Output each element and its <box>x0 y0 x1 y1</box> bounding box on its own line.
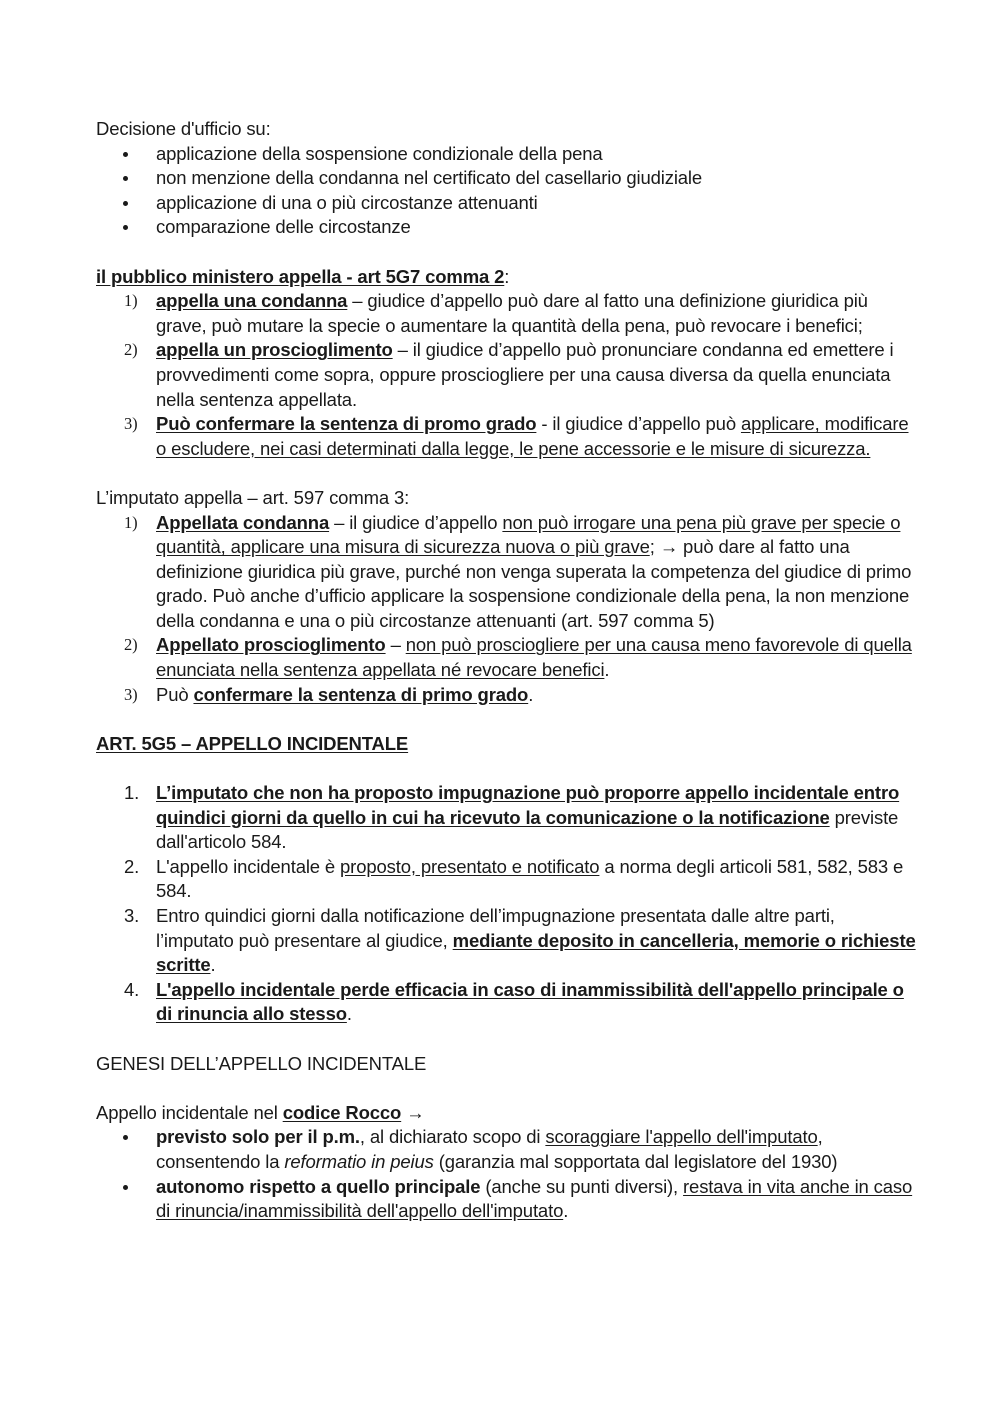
list-marker: 2) <box>124 635 138 655</box>
s3-heading: L’imputato appella – art. 597 comma 3: <box>96 486 410 508</box>
bullet-icon <box>123 1185 128 1190</box>
body-text: – il giudice d’appello può pronunciare condanna ed emettere i provvedimenti come sopra, oppure prosciogliere per una causa diversa da quella enunciata nella sentenza appellata. <box>156 339 894 410</box>
list-marker: 3) <box>124 414 138 434</box>
list-item-text: applicazione di una o più circostanze attenuanti <box>156 191 538 213</box>
underlined-text: restava in vita anche in caso di rinuncia/inammissibilità dell'appello dell'imputato <box>156 1175 913 1222</box>
body-text: . <box>563 1200 569 1222</box>
body-text: , al dichiarato scopo di <box>359 1126 546 1148</box>
list-item <box>96 1175 916 1224</box>
body-text: Entro quindici giorni dalla notificazione dell’impugnazione presentata dalle altre parti, l’imputato può presentare al giudice, <box>156 905 835 951</box>
bold-text: appella un proscioglimento <box>156 339 393 361</box>
s5-heading: GENESI DELL’APPELLO INCIDENTALE <box>96 1052 427 1074</box>
body-text: a norma degli articoli 581, 582, 583 e 584. <box>156 855 904 902</box>
arrow-icon: → <box>401 1101 425 1123</box>
s5-intro <box>96 1101 916 1126</box>
list-marker: 1) <box>124 291 138 311</box>
underlined-text: applicare, modificare o escludere, nei casi determinati dalla legge, le pene accessorie e le misure di sicurezza. <box>156 413 909 459</box>
document-page <box>96 117 916 1224</box>
italic-text: reformatio in peius <box>284 1150 434 1172</box>
s4-heading <box>96 732 916 757</box>
body-text: (garanzia mal sopportata dal legislatore del 1930) <box>433 1150 838 1172</box>
heading-text: ART. 5G5 – APPELLO INCIDENTALE <box>96 732 409 754</box>
body-text: (anche su punti diversi), <box>480 1175 684 1197</box>
body-text: . <box>210 954 216 976</box>
bold-text: L’imputato che non ha proposto impugnazione può proporre appello incidentale entro quindici giorni da quello in cui ha ricevuto la comunicazione o la notificazione <box>156 782 900 828</box>
s5-bullet-list <box>96 1125 916 1223</box>
bold-text: previsto solo per il p.m. <box>156 1126 360 1148</box>
bold-text: Appellato proscioglimento <box>156 634 386 656</box>
underlined-text: scoraggiare l'appello dell'imputato <box>545 1126 818 1148</box>
list-item <box>96 412 916 461</box>
list-item <box>96 215 916 240</box>
underlined-text: non può irrogare una pena più grave per specie o quantità, applicare una misura di sicurezza nuova o più grave <box>156 511 901 558</box>
bullet-icon <box>123 201 128 206</box>
bullet-icon <box>123 152 128 157</box>
bullet-icon <box>123 176 128 181</box>
body-text: . <box>346 1003 352 1025</box>
list-marker: 1) <box>124 512 138 532</box>
list-marker: 3) <box>124 684 138 704</box>
list-item-text: non menzione della condanna nel certificato del casellario giudiziale <box>156 167 703 189</box>
body-text: – il giudice d’appello <box>329 511 503 533</box>
bullet-icon <box>123 225 128 230</box>
s1-intro: Decisione d'ufficio su: <box>96 118 271 139</box>
list-item <box>96 338 916 412</box>
s2-heading <box>96 265 916 290</box>
body-text: . <box>604 659 610 681</box>
list-item <box>96 904 916 978</box>
bold-text: codice Rocco <box>282 1101 402 1123</box>
list-item-text: comparazione delle circostanze <box>156 216 411 238</box>
body-text: L'appello incidentale è <box>156 855 341 877</box>
list-item <box>96 142 916 167</box>
list-marker: 4. <box>124 978 140 1000</box>
body-text: , consentendo la <box>156 1126 823 1172</box>
list-item <box>96 191 916 216</box>
bold-text: confermare la sentenza di primo grado <box>193 683 529 705</box>
list-item <box>96 978 916 1027</box>
list-item <box>96 289 916 338</box>
body-text: previste dall'articolo 584. <box>156 806 899 853</box>
body-text: Appello incidentale nel <box>96 1101 283 1123</box>
body-text: – giudice d’appello può dare al fatto una definizione giuridica più grave, può mutare la specie o aumentare la quantità della pena, può revocare i benefici; <box>156 290 868 336</box>
list-item-text: applicazione della sospensione condizionale della pena <box>156 142 603 164</box>
list-marker: 3. <box>124 905 140 926</box>
heading-text: il pubblico ministero appella - art 5G7 comma 2 <box>96 265 505 287</box>
underlined-text: proposto, presentato e notificato <box>340 855 600 877</box>
bold-text: mediante deposito in cancelleria, memorie o richieste scritte <box>156 929 916 976</box>
heading-colon: : <box>504 265 510 287</box>
s2-numbered-list <box>96 289 916 461</box>
bold-text: Può confermare la sentenza di promo grado <box>156 413 537 435</box>
bold-text: autonomo rispetto a quello principale <box>156 1175 481 1197</box>
body-text: ; → può dare al fatto una definizione giuridica più grave, purché non venga superata la competenza del giudice di primo grado. Può anche d’ufficio applicare la sospensione condizionale della pena, la non menzione della condanna e una o più circostanze attenuanti (art. 597 comma 5) <box>156 536 912 631</box>
s1-bullet-list <box>96 142 916 240</box>
bullet-icon <box>123 1135 128 1140</box>
list-marker: 1. <box>124 782 140 804</box>
underlined-text: non può prosciogliere per una causa meno favorevole di quella enunciata nella sentenza appellata né revocare benefici <box>156 634 912 681</box>
s4-numbered-list <box>96 781 916 1027</box>
list-item <box>96 683 916 708</box>
list-marker: 2) <box>124 340 138 360</box>
list-item <box>96 1125 916 1174</box>
bold-text: appella una condanna <box>156 290 348 312</box>
body-text: – <box>385 634 406 656</box>
list-item <box>96 855 916 904</box>
bold-text: L'appello incidentale perde efficacia in caso di inammissibilità dell'appello principale o di rinuncia allo stesso <box>156 978 904 1025</box>
list-marker: 2. <box>124 855 140 877</box>
list-item <box>96 166 916 191</box>
body-text: - il giudice d’appello può <box>536 413 741 435</box>
list-item <box>96 633 916 682</box>
bold-text: Appellata condanna <box>156 511 330 533</box>
body-text: . <box>528 683 534 705</box>
body-text: Può <box>156 683 194 705</box>
s3-numbered-list <box>96 511 916 708</box>
list-item <box>96 781 916 855</box>
list-item <box>96 511 916 634</box>
